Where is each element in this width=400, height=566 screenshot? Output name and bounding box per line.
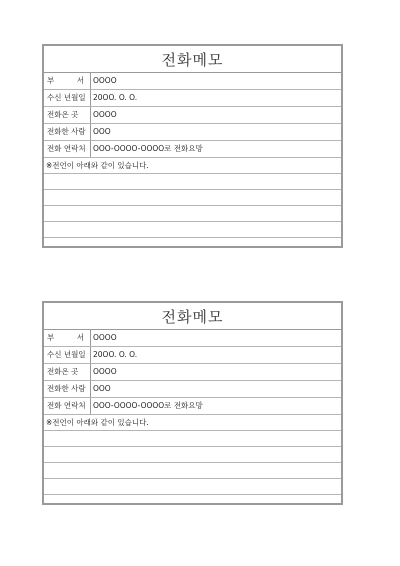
phone-memo-form-2	[42, 301, 343, 505]
message-note: ※전언이 아래와 같이 있습니다.	[44, 415, 341, 431]
message-line	[44, 431, 341, 447]
message-line	[44, 479, 341, 495]
field-value: 20OO. O. O.	[93, 350, 138, 359]
field-label	[44, 330, 91, 346]
field-row-received-date	[44, 347, 341, 364]
field-row-department	[44, 73, 341, 90]
field-label: 수신 년월일	[44, 90, 91, 106]
field-row-received-date	[44, 90, 341, 107]
message-line	[44, 495, 341, 510]
field-row-contact	[44, 398, 341, 415]
message-line	[44, 222, 341, 238]
field-row-department	[44, 330, 341, 347]
field-label	[44, 73, 91, 89]
field-value: 20OO. O. O.	[93, 93, 138, 102]
field-row-caller-name	[44, 381, 341, 398]
field-label: 전화 연락처	[44, 141, 91, 157]
field-value: OOO	[93, 384, 111, 393]
field-row-caller-name	[44, 124, 341, 141]
message-line	[44, 463, 341, 479]
field-value: OOO	[93, 127, 111, 136]
field-value: OOOO	[93, 367, 117, 376]
field-label: 수신 년월일	[44, 347, 91, 363]
memo-title: 전화메모	[44, 46, 341, 73]
message-line	[44, 174, 341, 190]
message-line	[44, 206, 341, 222]
field-value: OOO-OOOO-OOOO로 전화요망	[93, 144, 203, 153]
phone-memo-form-1	[42, 44, 343, 248]
field-label: 전화 연락처	[44, 398, 91, 414]
memo-title: 전화메모	[44, 303, 341, 330]
message-line	[44, 238, 341, 253]
field-value: OOOO	[93, 110, 117, 119]
field-label-part: 서	[76, 333, 84, 342]
field-label: 전화온 곳	[44, 107, 91, 123]
field-label: 전화한 사람	[44, 124, 91, 140]
field-label: 전화온 곳	[44, 364, 91, 380]
field-row-contact	[44, 141, 341, 158]
field-row-caller-place	[44, 364, 341, 381]
message-note: ※전언이 아래와 같이 있습니다.	[44, 158, 341, 174]
field-label-part: 서	[76, 76, 84, 85]
field-label-part: 부	[47, 76, 55, 85]
field-label-part: 부	[47, 333, 55, 342]
field-value: OOOO	[93, 76, 117, 85]
field-value: OOO-OOOO-OOOO로 전화요망	[93, 401, 203, 410]
field-label: 전화한 사람	[44, 381, 91, 397]
field-value: OOOO	[93, 333, 117, 342]
field-row-caller-place	[44, 107, 341, 124]
message-line	[44, 190, 341, 206]
message-line	[44, 447, 341, 463]
